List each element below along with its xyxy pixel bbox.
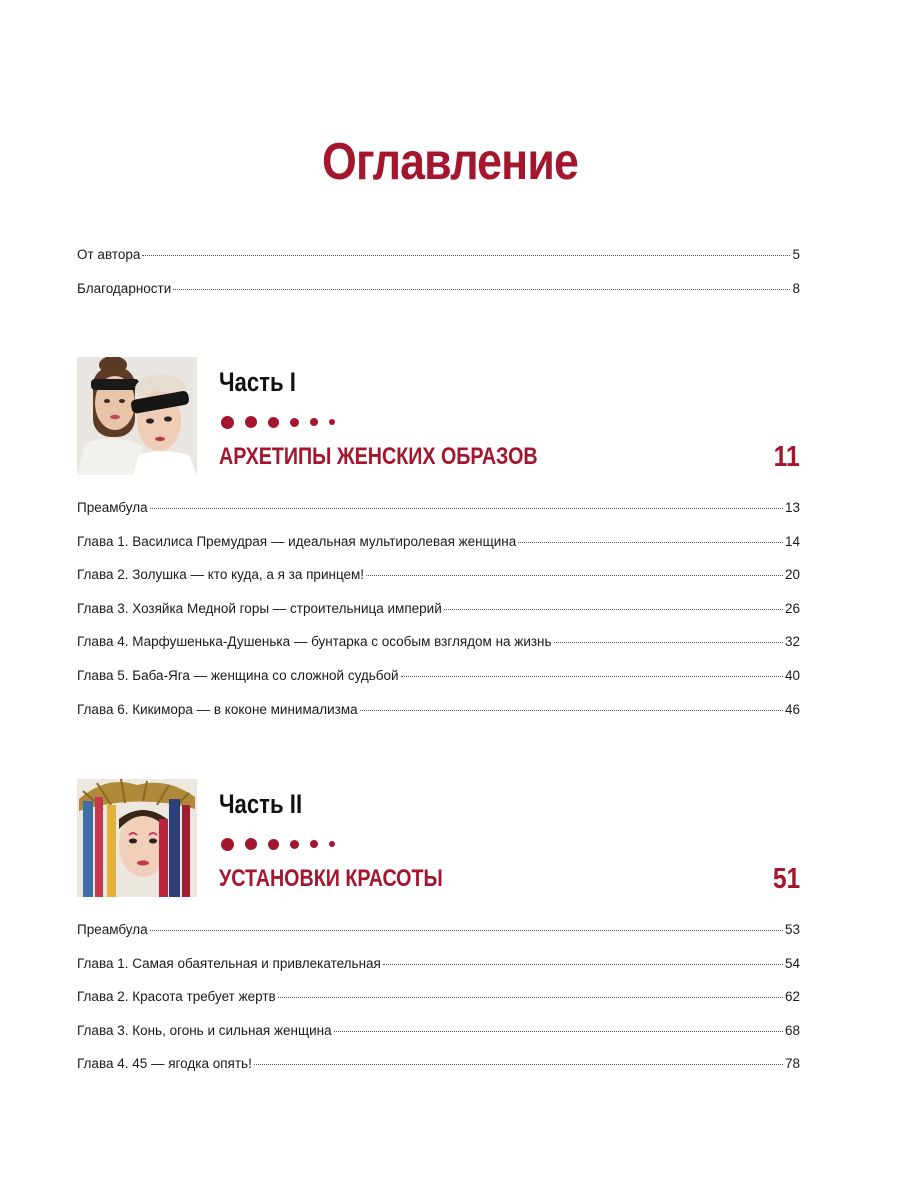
part-2-title: УСТАНОВКИ КРАСОТЫ: [219, 865, 443, 892]
toc-entry[interactable]: [77, 534, 800, 568]
toc-entry-label: Преамбула: [77, 922, 148, 937]
dot-leader: [554, 642, 783, 643]
dot-leader: [334, 1031, 783, 1032]
toc-entry-page: 46: [784, 701, 800, 717]
toc-entry-label: Глава 6. Кикимора — в коконе минимализма: [77, 701, 358, 717]
toc-entry-page: 14: [784, 533, 800, 549]
part-1-page: 11: [773, 441, 800, 473]
toc-entry[interactable]: [77, 702, 800, 736]
toc-entry[interactable]: [77, 634, 800, 668]
toc-entry[interactable]: [77, 500, 800, 534]
toc-entry-page: 26: [784, 600, 800, 616]
part-1-label: Часть I: [219, 367, 296, 397]
toc-entry-page: 13: [784, 500, 800, 515]
dot-leader: [173, 289, 790, 290]
part-1-title: АРХЕТИПЫ ЖЕНСКИХ ОБРАЗОВ: [219, 443, 538, 470]
dot-leader: [254, 1064, 783, 1065]
dot-leader: [383, 964, 783, 965]
toc-entry[interactable]: [77, 956, 800, 990]
toc-entry-page: 78: [784, 1056, 800, 1072]
toc-entry-label: От автора: [77, 247, 141, 262]
toc-entry-page: 62: [784, 989, 800, 1005]
toc-entry-page: 40: [784, 667, 800, 683]
part-1-photo: [77, 357, 197, 475]
dot-leader: [518, 542, 783, 543]
dot-leader: [360, 710, 783, 711]
dot-leader: [444, 609, 783, 610]
toc-entry-label: Глава 4. 45 — ягодка опять!: [77, 1056, 252, 1072]
page-title: Оглавление: [322, 133, 578, 191]
decorative-dots: [221, 836, 346, 852]
dot-leader: [150, 508, 783, 509]
toc-entry-page: 53: [784, 922, 800, 937]
decorative-dots: [221, 414, 346, 430]
toc-entry-label: Глава 5. Баба-Яга — женщина со сложной судьбой: [77, 667, 399, 683]
part-2-photo: [77, 779, 197, 897]
toc-entry-label: Благодарности: [77, 280, 172, 296]
intro-toc-list: [77, 247, 800, 314]
part-2-toc-list: [77, 922, 800, 1090]
part-2-page: 51: [772, 863, 800, 895]
toc-entry-label: Глава 3. Конь, огонь и сильная женщина: [77, 1022, 332, 1038]
toc-entry[interactable]: [77, 567, 800, 601]
toc-entry-page: 5: [792, 247, 800, 262]
toc-entry-page: 54: [784, 955, 800, 971]
toc-entry-label: Преамбула: [77, 500, 148, 515]
toc-entry[interactable]: [77, 668, 800, 702]
toc-entry-label: Глава 3. Хозяйка Медной горы — строительница империй: [77, 600, 442, 616]
toc-entry[interactable]: [77, 989, 800, 1023]
toc-entry-label: Глава 4. Марфушенька-Душенька — бунтарка с особым взглядом на жизнь: [77, 634, 552, 650]
toc-entry-from-author[interactable]: [77, 247, 800, 281]
toc-entry[interactable]: [77, 1023, 800, 1057]
toc-entry-label: Глава 2. Красота требует жертв: [77, 989, 276, 1005]
toc-entry-page: 68: [784, 1022, 800, 1038]
toc-entry-label: Глава 2. Золушка — кто куда, а я за принцем!: [77, 567, 365, 583]
toc-entry[interactable]: [77, 1056, 800, 1090]
dot-leader: [401, 676, 783, 677]
toc-entry-page: 8: [792, 280, 800, 296]
toc-entry[interactable]: [77, 922, 800, 956]
dot-leader: [366, 575, 783, 576]
dot-leader: [278, 997, 783, 998]
toc-entry-page: 32: [784, 634, 800, 650]
dot-leader: [150, 930, 783, 931]
toc-entry-label: Глава 1. Самая обаятельная и привлекательная: [77, 955, 381, 971]
dot-leader: [142, 255, 790, 256]
toc-entry[interactable]: [77, 601, 800, 635]
toc-entry-acknowledgements[interactable]: [77, 281, 800, 315]
part-1-header[interactable]: [77, 357, 800, 475]
part-2-label: Часть II: [219, 789, 303, 819]
part-2-header[interactable]: [77, 779, 800, 897]
toc-entry-label: Глава 1. Василиса Премудрая — идеальная мультиролевая женщина: [77, 533, 517, 549]
part-1-toc-list: [77, 500, 800, 735]
toc-entry-page: 20: [784, 567, 800, 583]
